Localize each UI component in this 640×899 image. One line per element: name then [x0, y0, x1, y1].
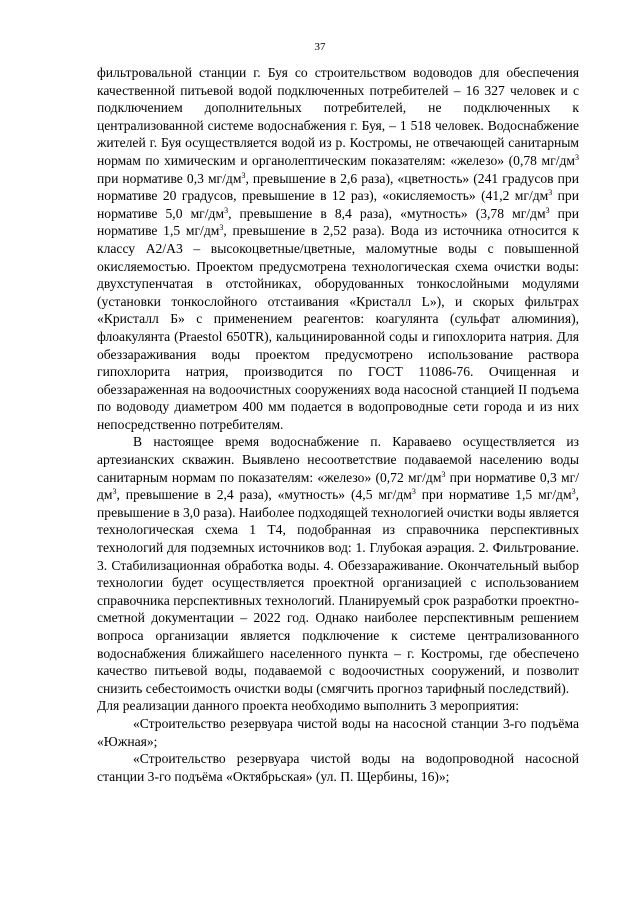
paragraph-karavaevo-water-supply: В настоящее время водоснабжение п. Караваево осуществляется из артезианских скважин. Выявлено несоответствие подаваемой населению воды санитарным нормам по показателям: «железо» (0,72 $мг/дм^3$ при нормативе 0,3 $мг/дм^3$, превышение в 2,4 раза), «мутность» (4,5 $мг/дм^3$ при нормативе 1,5 $мг/дм^3$, превышение в 3,0 раза). Наиболее подходящей технологией очистки воды является технологическая схема 1 Т4, подобранная из справочника перспективных технологий для подземных источников вод: 1. Глубокая аэрация. 2. Фильтрование. 3. Стабилизационная обработка воды. 4. Обеззараживание. Окончательный выбор технологии будет осуществляется проектной организацией с использованием справочника перспективных технологий. Планируемый срок разработки проектно-сметной документации – 2022 год. Однако наиболее перспективным решением вопроса организации является подключение к системе централизованного водоснабжения ближайшего населенного пункта – г. Костромы, где обеспечено качество питьевой воды, подаваемой с водоочистных сооружений, и позволит снизить себестоимость очистки воды (смягчить прогноз тарифный последствий).	[97, 434, 579, 696]
document-body	[97, 64, 579, 785]
list-item-oktyabrskaya-reservoir: «Строительство резервуара чистой воды на водопроводной насосной станции 3-го подъёма «Октябрьская» (ул. П. Щербины, 16)»;	[97, 751, 579, 784]
list-item-yuzhnaya-reservoir: «Строительство резервуара чистой воды на насосной станции 3-го подъёма «Южная»;	[97, 715, 579, 749]
page-number: 37	[314, 41, 326, 53]
paragraph-buy-water-supply: фильтровальной станции г. Буя со строительством водоводов для обеспечения качественной питьевой водой подключенных потребителей – 16 327 человек и с подключением дополнительных потребителей, не подключенных к централизованной системе водоснабжения г. Буя, – 1 518 человек. Водоснабжение жителей г. Буя осуществляется водой из р. Костромы, не отвечающей санитарным нормам по химическим и органолептическим показателям: «железо» (0,78 $мг/дм^3$ при нормативе 0,3 $мг/дм^3$, превышение в 2,6 раза), «цветность» (241 градусов при нормативе 20 градусов, превышение в 12 раз), «окисляемость» (41,2 $мг/дм^3$ при нормативе 5,0 $мг/дм^3$, превышение в 8,4 раза), «мутность» (3,78 $мг/дм^3$ при нормативе 1,5 $мг/дм^3$, превышение в 2,52 раза). Вода из источника относится к классу А2/А3 – высокоцветные/цветные, маломутные воды с повышенной окисляемостью. Проектом предусмотрена технологическая схема очистки воды: двухступенчатая в отстойниках, оборудованных тонкослойными модулями (установки тонкослойного отстаивания «Кристалл L»), и скорых фильтрах «Кристалл Б» с применением реагентов: коагулянта (сульфат алюминия), флоакулянта (Praestol 650TR), кальцинированной соды и гипохлорита натрия. Для обеззараживания воды проектом предусмотрено использование раствора гипохлорита натрия, производится по ГОСТ 11086-76. Очищенная и обеззараженная на водоочистных сооружениях вода насосной станцией II подъема по водоводу диаметром 400 мм подается в водопроводные сети города и из них непосредственно потребителям.	[97, 65, 580, 432]
paragraph-measures-intro: Для реализации данного проекта необходимо выполнить 3 мероприятия:	[97, 698, 520, 714]
